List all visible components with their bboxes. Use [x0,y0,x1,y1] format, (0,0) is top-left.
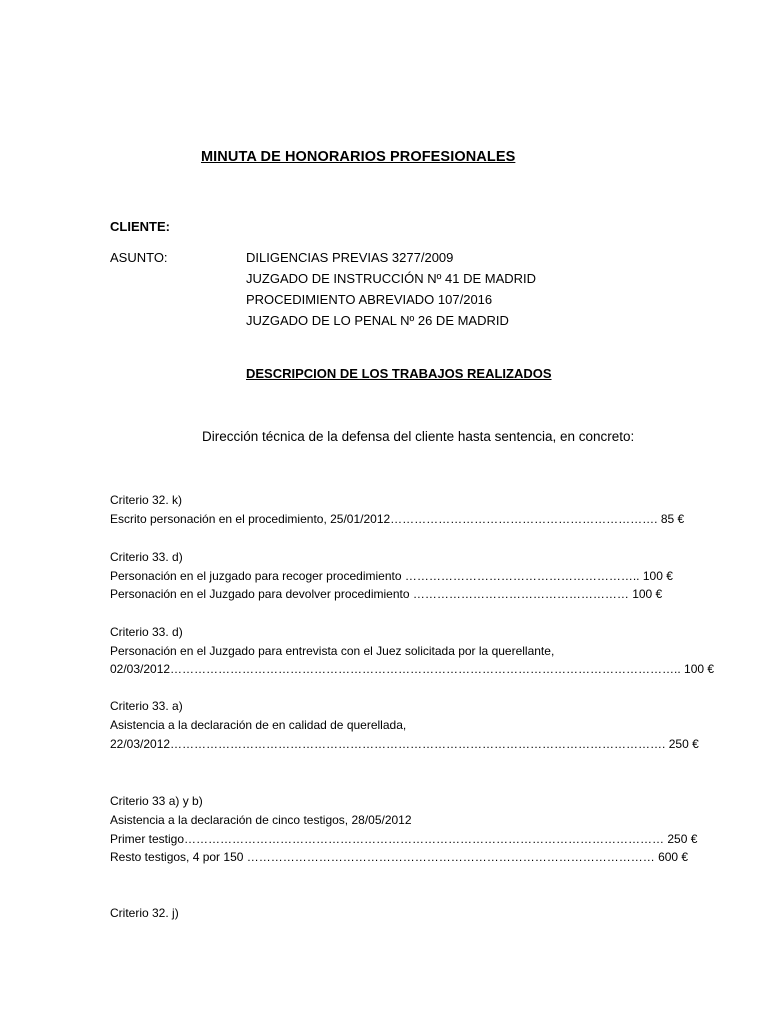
criterio-heading: Criterio 33. a) [110,699,183,713]
fee-line: Personación en el Juzgado para devolver procedimiento ……………………………………………… 100 € [110,587,663,601]
fee-line: Resto testigos, 4 por 150 ………………………………………………………………………………………… 600 € [110,850,689,864]
section-title: DESCRIPCION DE LOS TRABAJOS REALIZADOS [246,366,552,381]
criterio-heading: Criterio 33 a) y b) [110,794,203,808]
asunto-line-3: PROCEDIMIENTO ABREVIADO 107/2016 [246,292,493,307]
criterio-heading: Criterio 32. k) [110,493,183,507]
fee-line: 22/03/2012……………………………………………………………………………………………………………. 250 € [110,737,699,751]
asunto-line-1: DILIGENCIAS PREVIAS 3277/2009 [246,250,454,265]
fee-line: Personación en el juzgado para recoger procedimiento ………………………………………………….. 100 € [110,569,673,583]
fee-line: 02/03/2012……………………………………………………………………………………………………………….. 100 € [110,662,715,676]
document-title: MINUTA DE HONORARIOS PROFESIONALES [201,149,516,165]
fee-description: Asistencia a la declaración de en calidad de querellada, [110,718,407,732]
asunto-label: ASUNTO: [110,250,168,265]
asunto-line-2: JUZGADO DE INSTRUCCIÓN Nº 41 DE MADRID [246,271,537,286]
fee-line: Primer testigo………………………………………………………………………………………………………… 250 € [110,832,698,846]
criterio-heading: Criterio 33. d) [110,625,183,639]
fee-description: Asistencia a la declaración de cinco testigos, 28/05/2012 [110,813,412,827]
intro-text: Dirección técnica de la defensa del cliente hasta sentencia, en concreto: [202,429,635,444]
criterio-heading: Criterio 32. j) [110,906,179,920]
asunto-line-4: JUZGADO DE LO PENAL Nº 26 DE MADRID [246,313,509,328]
criterio-heading: Criterio 33. d) [110,550,183,564]
cliente-label: CLIENTE: [110,219,170,234]
fee-line: Escrito personación en el procedimiento, 25/01/2012…………………………………………………………. 85 € [110,512,685,526]
fee-description: Personación en el Juzgado para entrevista con el Juez solicitada por la querellante, [110,644,555,658]
